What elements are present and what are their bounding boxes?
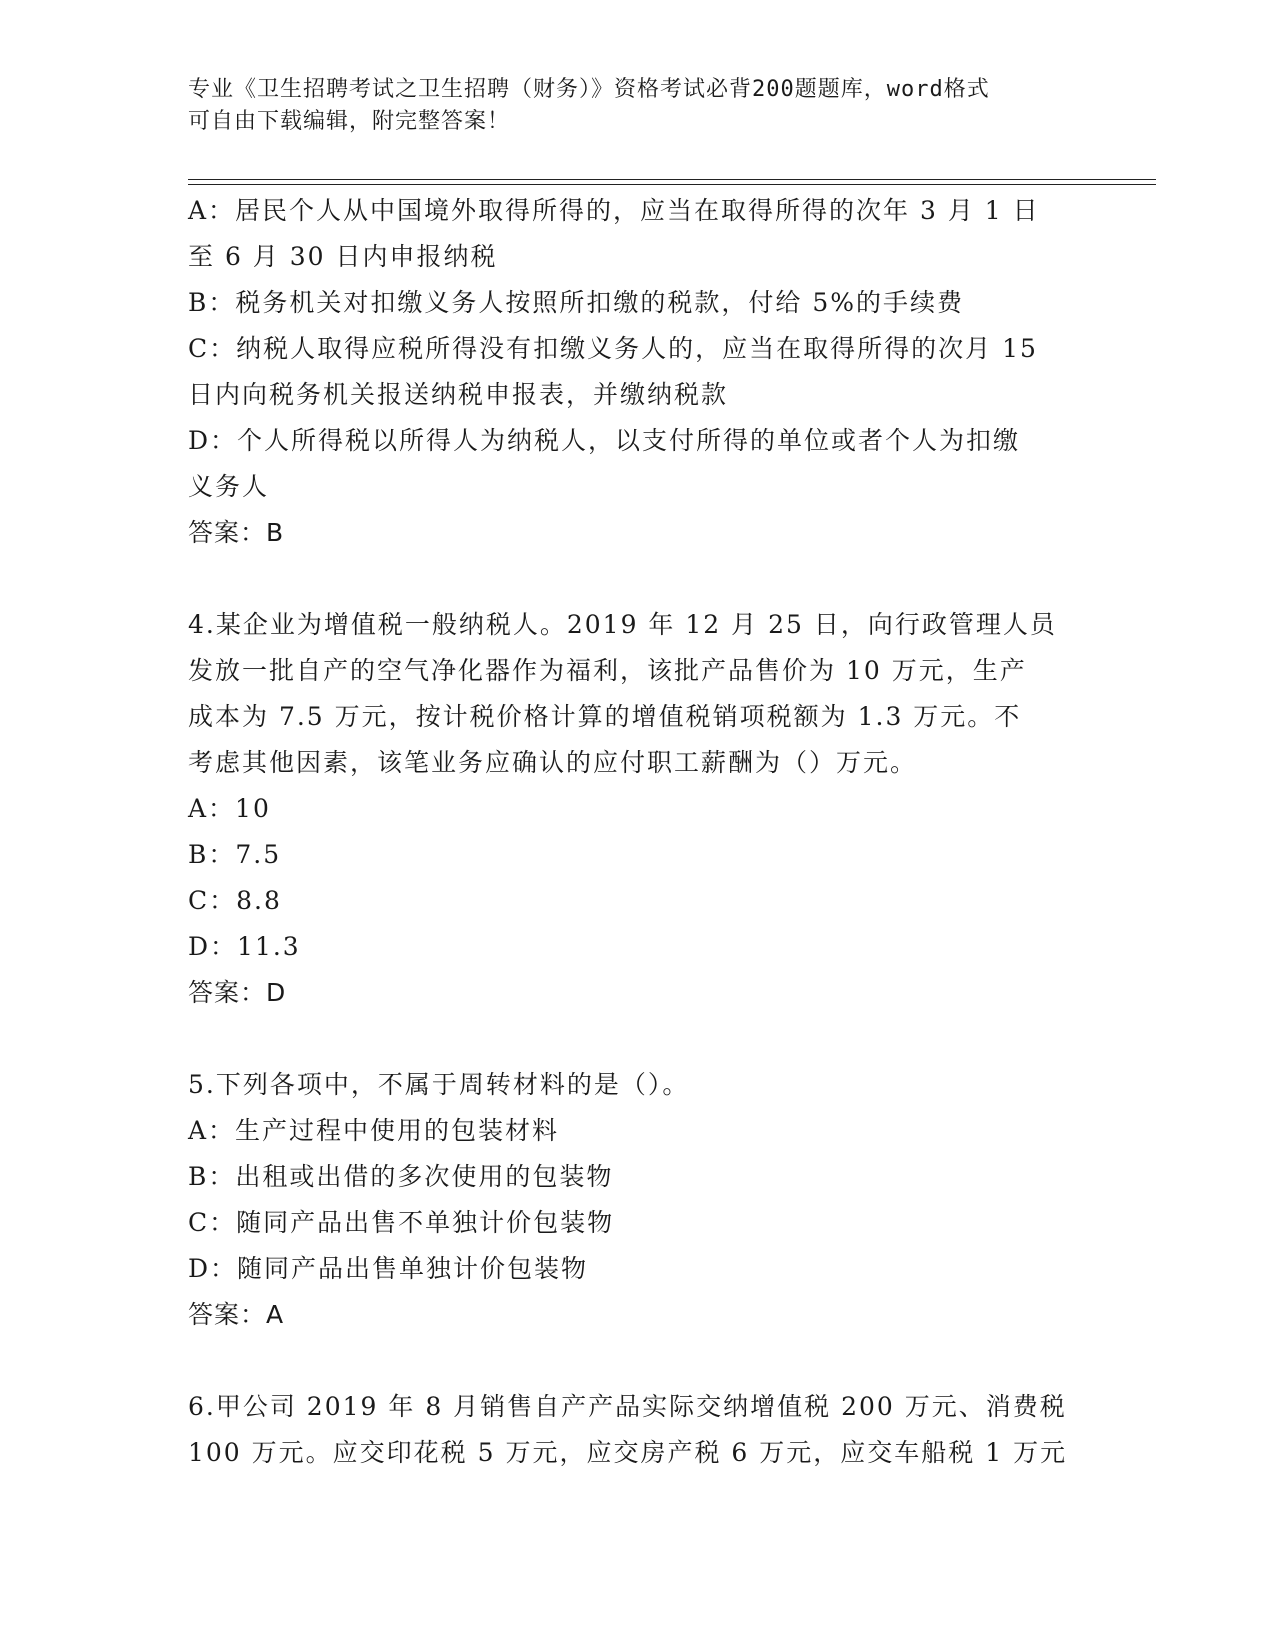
spacer <box>188 1016 1088 1062</box>
option-c: C：8.8 <box>188 886 282 915</box>
question-stem: 6.甲公司 2019 年 8 月销售自产产品实际交纳增值税 200 万元、消费税 <box>188 1392 1067 1421</box>
spacer <box>188 1338 1088 1384</box>
question-stem: 成本为 7.5 万元，按计税价格计算的增值税销项税额为 1.3 万元。不 <box>188 702 1022 731</box>
spacer <box>188 556 1088 602</box>
document-header <box>188 74 1068 138</box>
option-a: A：居民个人从中国境外取得所得的，应当在取得所得的次年 3 月 1 日 <box>188 196 1040 225</box>
option-c: C：纳税人取得应税所得没有扣缴义务人的，应当在取得所得的次月 15 <box>188 334 1038 363</box>
question-stem: 100 万元。应交印花税 5 万元，应交房产税 6 万元，应交车船税 1 万元 <box>188 1438 1068 1467</box>
option-c-continued: 日内向税务机关报送纳税申报表，并缴纳税款 <box>188 380 729 409</box>
answer-line: 答案：D <box>188 978 287 1007</box>
question-6 <box>188 1384 1088 1476</box>
answer-line: 答案：B <box>188 518 285 547</box>
header-divider-top <box>188 179 1156 180</box>
question-3 <box>188 188 1088 556</box>
question-stem: 5.下列各项中，不属于周转材料的是（）。 <box>188 1070 690 1099</box>
option-a-continued: 至 6 月 30 日内申报纳税 <box>188 242 498 271</box>
option-b: B：出租或出借的多次使用的包装物 <box>188 1162 614 1191</box>
question-stem: 4.某企业为增值税一般纳税人。2019 年 12 月 25 日，向行政管理人员 <box>188 610 1057 639</box>
answer-line: 答案：A <box>188 1300 285 1329</box>
option-d: D：个人所得税以所得人为纳税人，以支付所得的单位或者个人为扣缴 <box>188 426 1021 455</box>
question-4 <box>188 602 1088 1016</box>
question-stem: 考虑其他因素，该笔业务应确认的应付职工薪酬为（）万元。 <box>188 748 918 777</box>
option-b: B：7.5 <box>188 840 282 869</box>
question-list <box>188 188 1088 1476</box>
header-divider-bottom <box>188 184 1156 185</box>
option-a: A：生产过程中使用的包装材料 <box>188 1116 560 1145</box>
option-d-continued: 义务人 <box>188 472 270 501</box>
option-d: D：随同产品出售单独计价包装物 <box>188 1254 589 1283</box>
option-b: B：税务机关对扣缴义务人按照所扣缴的税款，付给 5%的手续费 <box>188 288 964 317</box>
option-d: D：11.3 <box>188 932 301 961</box>
question-5 <box>188 1062 1088 1338</box>
option-c: C：随同产品出售不单独计价包装物 <box>188 1208 615 1237</box>
header-line-2: 可自由下载编辑，附完整答案！ <box>188 109 511 134</box>
header-line-1: 专业《卫生招聘考试之卫生招聘（财务）》资格考试必背200题题库，word格式 <box>188 77 990 102</box>
option-a: A：10 <box>188 794 271 823</box>
question-stem: 发放一批自产的空气净化器作为福利，该批产品售价为 10 万元，生产 <box>188 656 1027 685</box>
